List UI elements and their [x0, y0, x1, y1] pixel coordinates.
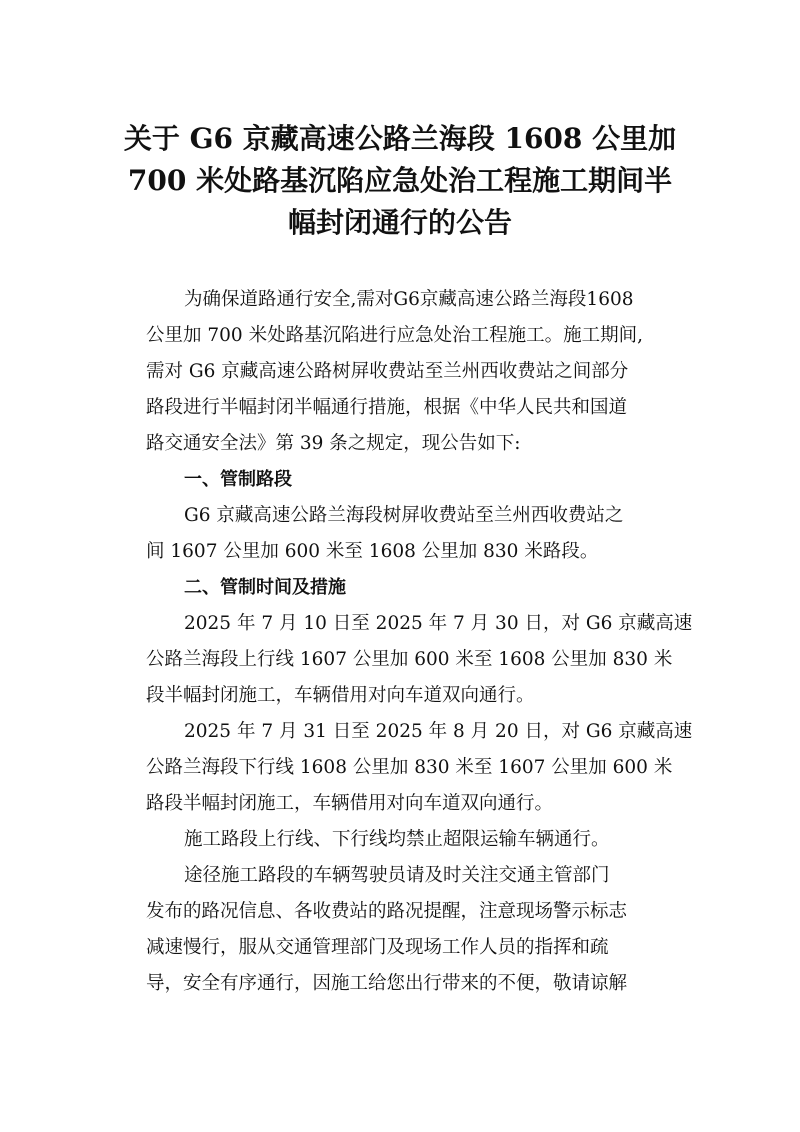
text-line: 减速慢行，服从交通管理部门及现场工作人员的指挥和疏 — [146, 937, 609, 958]
section-heading-control-road: 一、管制路段 — [184, 469, 292, 490]
text-line: 施工路段上行线、下行线均禁止超限运输车辆通行。 — [184, 829, 610, 850]
text-line: 公路兰海段下行线 1608 公里加 830 米至 1607 公里加 600 米 — [146, 757, 673, 778]
section2-paragraph-4 — [146, 858, 676, 1002]
text-line: 途径施工路段的车辆驾驶员请及时关注交通主管部门 — [184, 865, 610, 886]
text-line: 路段进行半幅封闭半幅通行措施，根据《中华人民共和国道 — [146, 397, 628, 418]
text-line: 公里加 700 米处路基沉陷进行应急处治工程施工。施工期间, — [146, 325, 643, 346]
title-line: 幅封闭通行的公告 — [287, 206, 512, 239]
title-line: 700 米处路基沉陷应急处治工程施工期间半 — [127, 164, 673, 197]
text-line: 导，安全有序通行，因施工给您出行带来的不便，敬请谅解 — [146, 973, 628, 994]
text-line: 段半幅封闭施工，车辆借用对向车道双向通行。 — [146, 685, 535, 706]
text-line: 需对 G6 京藏高速公路树屏收费站至兰州西收费站之间部分 — [146, 361, 629, 382]
section2-paragraph-2 — [146, 714, 693, 822]
text-line: 间 1607 公里加 600 米至 1608 公里加 830 米路段。 — [146, 541, 599, 562]
text-line: 发布的路况信息、各收费站的路况提醒，注意现场警示标志 — [146, 901, 628, 922]
intro-paragraph — [146, 282, 676, 462]
section-heading-control-time: 二、管制时间及措施 — [184, 577, 346, 598]
section2-paragraph-3 — [146, 822, 676, 858]
text-line: 路段半幅封闭施工，车辆借用对向车道双向通行。 — [146, 793, 554, 814]
text-line: G6 京藏高速公路兰海段树屏收费站至兰州西收费站之 — [184, 505, 624, 526]
section1-paragraph — [146, 498, 676, 570]
text-line: 路交通安全法》第 39 条之规定，现公告如下: — [146, 433, 521, 454]
document-body — [146, 282, 693, 1002]
title-line: 关于 G6 京藏高速公路兰海段 1608 公里加 — [123, 122, 677, 155]
text-line: 2025 年 7 月 10 日至 2025 年 7 月 30 日，对 G6 京藏高速 — [184, 613, 693, 634]
text-line: 2025 年 7 月 31 日至 2025 年 8 月 20 日，对 G6 京藏高速 — [184, 721, 693, 742]
text-line: 公路兰海段上行线 1607 公里加 600 米至 1608 公里加 830 米 — [146, 649, 673, 670]
document-title — [120, 118, 680, 244]
section2-paragraph-1 — [146, 606, 693, 714]
text-line: 为确保道路通行安全,需对G6京藏高速公路兰海段1608 — [184, 289, 634, 310]
